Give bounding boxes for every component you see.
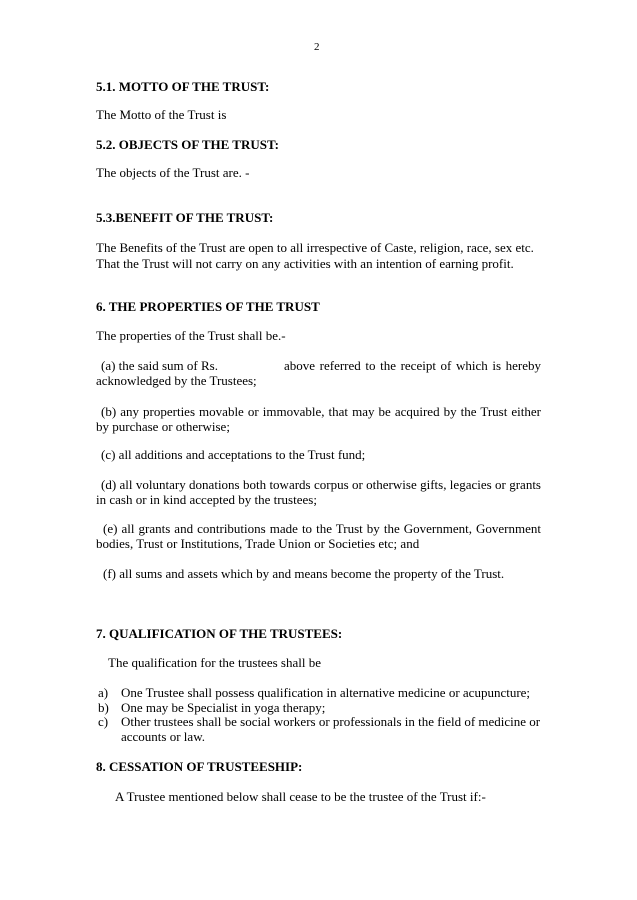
qualification-intro: The qualification for the trustees shall be — [108, 655, 321, 670]
property-item-a-line-2: acknowledged by the Trustees; — [96, 373, 257, 388]
property-item-d-line-1: (d) all voluntary donations both towards corpus or otherwise gifts, legacies or grants — [101, 477, 541, 492]
page-number: 2 — [314, 41, 320, 53]
qualification-item-c-text-line-1: Other trustees shall be social workers or professionals in the field of medicine or — [121, 714, 541, 729]
qualification-item-b-marker: b) — [98, 700, 109, 715]
property-item-e-line-2: bodies, Trust or Institutions, Trade Union or Societies etc; and — [96, 536, 420, 551]
benefit-text-line-2: That the Trust will not carry on any activities with an intention of earning profit. — [96, 256, 514, 271]
property-item-b-line-2: by purchase or otherwise; — [96, 419, 230, 434]
section-heading-properties: 6. THE PROPERTIES OF THE TRUST — [96, 299, 320, 314]
cessation-text: A Trustee mentioned below shall cease to be the trustee of the Trust if:- — [115, 789, 486, 804]
section-heading-objects: 5.2. OBJECTS OF THE TRUST: — [96, 137, 280, 152]
properties-intro: The properties of the Trust shall be.- — [96, 328, 286, 343]
property-item-a-part-2: above referred to the receipt of which is hereby — [284, 358, 541, 373]
property-item-b-line-1: (b) any properties movable or immovable, that may be acquired by the Trust either — [101, 404, 541, 419]
motto-text: The Motto of the Trust is — [96, 107, 227, 122]
property-item-f: (f) all sums and assets which by and means become the property of the Trust. — [103, 566, 505, 581]
qualification-item-c-text-line-2: accounts or law. — [121, 729, 205, 744]
section-heading-qualification: 7. QUALIFICATION OF THE TRUSTEES: — [96, 626, 343, 641]
property-item-c: (c) all additions and acceptations to the Trust fund; — [101, 447, 366, 462]
section-heading-motto: 5.1. MOTTO OF THE TRUST: — [96, 79, 270, 94]
qualification-item-a-marker: a) — [98, 685, 109, 700]
qualification-item-c-marker: c) — [98, 714, 109, 729]
property-item-d-line-2: in cash or in kind accepted by the trustees; — [96, 492, 317, 507]
section-heading-benefit: 5.3.BENEFIT OF THE TRUST: — [96, 210, 274, 225]
qualification-item-b-text: One may be Specialist in yoga therapy; — [121, 700, 326, 715]
qualification-item-a-text: One Trustee shall possess qualification in alternative medicine or acupuncture; — [121, 685, 531, 700]
objects-text: The objects of the Trust are. - — [96, 165, 250, 180]
benefit-text-line-1: The Benefits of the Trust are open to all irrespective of Caste, religion, race, sex etc. — [96, 240, 534, 255]
property-item-a-part-1: (a) the said sum of Rs. — [101, 358, 218, 373]
property-item-e-line-1: (e) all grants and contributions made to the Trust by the Government, Government — [103, 521, 541, 536]
section-heading-cessation: 8. CESSATION OF TRUSTEESHIP: — [96, 759, 303, 774]
